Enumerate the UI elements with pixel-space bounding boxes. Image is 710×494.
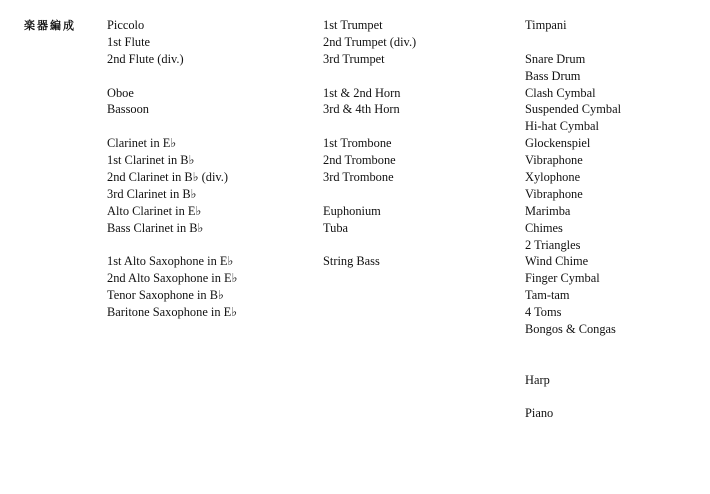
instrument-item: 1st Alto Saxophone in E♭: [107, 254, 234, 269]
instrument-item: Alto Clarinet in E♭: [107, 203, 202, 218]
spacer: [107, 237, 237, 254]
instrument-item: 3rd Trumpet: [323, 51, 385, 66]
instrument-item: 1st Trumpet: [323, 18, 383, 32]
instrument-item: Bongos & Congas: [525, 322, 616, 337]
instrument-item: 2nd Flute (div.): [107, 51, 184, 66]
spacer: [525, 34, 621, 51]
instrument-item: 1st Flute: [107, 34, 151, 49]
spacer: [107, 118, 237, 135]
instrument-item: 1st Trombone: [323, 136, 392, 151]
woodwinds-column: [107, 17, 237, 321]
spacer: [525, 355, 621, 372]
instrument-item: 3rd & 4th Horn: [323, 102, 400, 117]
instrument-item: Timpani: [525, 18, 567, 32]
instrument-item: Glockenspiel: [525, 136, 591, 151]
instrument-item: Snare Drum: [525, 51, 586, 66]
instrument-item: Bassoon: [107, 102, 149, 117]
spacer: [525, 389, 621, 406]
instrument-item: Tenor Saxophone in B♭: [107, 288, 224, 303]
instrument-item: 3rd Clarinet in B♭: [107, 186, 197, 201]
brass-column: [323, 17, 416, 270]
spacer: [323, 186, 416, 203]
instrument-item: Hi-hat Cymbal: [525, 119, 599, 134]
instrument-item: 2 Triangles: [525, 237, 581, 252]
instrument-item: Baritone Saxophone in E♭: [107, 305, 238, 320]
instrument-item: Piano: [525, 406, 554, 421]
spacer: [107, 68, 237, 85]
instrument-item: Clarinet in E♭: [107, 136, 177, 151]
instrument-item: Finger Cymbal: [525, 271, 600, 286]
instrument-item: Suspended Cymbal: [525, 102, 622, 117]
instrument-item: Bass Clarinet in B♭: [107, 220, 204, 235]
instrument-item: 1st Clarinet in B♭: [107, 153, 195, 168]
spacer: [525, 338, 621, 355]
instrument-item: 2nd Clarinet in B♭ (div.): [107, 170, 229, 185]
instrument-item: Clash Cymbal: [525, 85, 596, 100]
instrument-item: Tam-tam: [525, 288, 570, 303]
spacer: [323, 68, 416, 85]
instrumentation-heading: 楽器編成: [24, 19, 76, 32]
instrument-item: Marimba: [525, 203, 571, 218]
instrument-item: Euphonium: [323, 203, 381, 218]
instrument-item: String Bass: [323, 254, 380, 269]
spacer: [323, 118, 416, 135]
instrument-item: Wind Chime: [525, 254, 589, 269]
instrument-item: 2nd Trumpet (div.): [323, 34, 417, 49]
instrument-item: Xylophone: [525, 170, 581, 185]
instrument-item: Vibraphone: [525, 186, 583, 201]
instrument-item: Chimes: [525, 220, 563, 235]
instrument-item: Piccolo: [107, 18, 145, 32]
instrument-item: Harp: [525, 372, 550, 387]
instrument-item: Vibraphone: [525, 153, 583, 168]
instrument-item: 2nd Alto Saxophone in E♭: [107, 271, 238, 286]
spacer: [323, 237, 416, 254]
instrument-item: Bass Drum: [525, 68, 581, 83]
instrument-item: 2nd Trombone: [323, 153, 396, 168]
percussion-column: [525, 17, 621, 422]
instrument-item: 4 Toms: [525, 305, 562, 320]
instrument-item: 1st & 2nd Horn: [323, 85, 401, 100]
instrument-item: Tuba: [323, 220, 349, 235]
instrument-item: 3rd Trombone: [323, 170, 394, 185]
instrument-item: Oboe: [107, 85, 134, 100]
